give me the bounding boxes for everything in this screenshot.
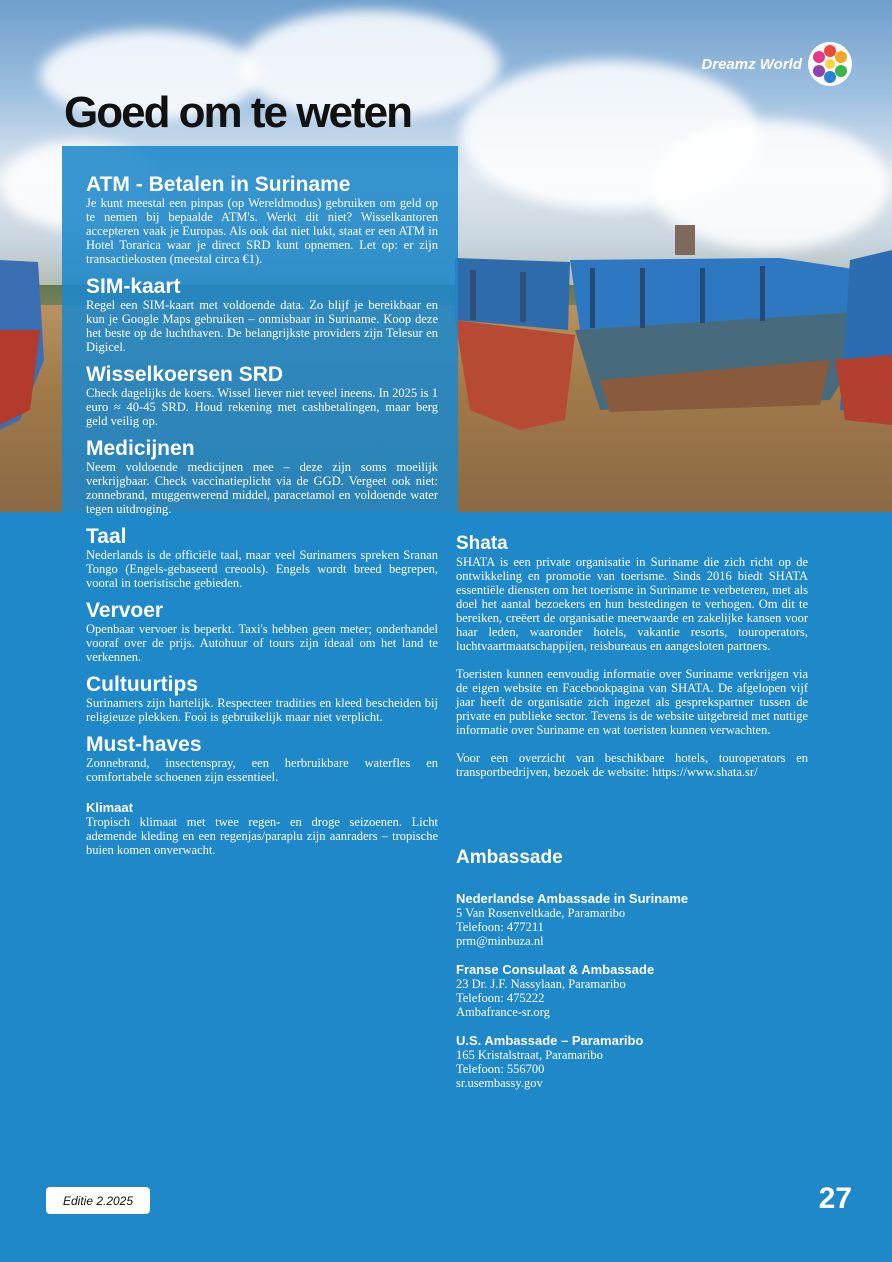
page-title: Goed om te weten: [64, 88, 411, 137]
section-title: Cultuurtips: [86, 673, 198, 696]
shata-paragraph-3: Voor een overzicht van beschikbare hotels, touroperators en transportbedrijven, bezoek de website: https://www.shata.sr/: [456, 751, 808, 779]
shata-paragraph-1: SHATA is een private organisatie in Suriname die zich richt op de ontwikkeling en promotie van toerisme. Sinds 2016 biedt SHATA essentiële diensten om het toerisme in Suriname te verbeteren, met als doel het aantal bezoekers en hun bestedingen te verhogen. Om dit te bereiken, creëert de organisatie meerwaarde en zakelijke kansen voor haar leden, waaronder hotels, vakantie resorts, touroperators, luchtvaartmaatschappijen, reisbureaus en aangesloten partners.: [456, 555, 808, 653]
section-title: Klimaat: [86, 800, 133, 815]
ambassade-address: 23 Dr. J.F. Nassylaan, Paramaribo: [456, 977, 626, 991]
ambassade-address: 165 Kristalstraat, Paramaribo: [456, 1048, 603, 1062]
section-body: Nederlands is de officiële taal, maar veel Surinamers spreken Sranan Tongo (Engels-gebaseerd creools). Engels wordt breed begrepen, vooral in toeristische gebieden.: [86, 548, 438, 590]
section-taal: [86, 526, 438, 590]
ambassade-name: U.S. Ambassade – Paramaribo: [456, 1033, 644, 1048]
section-sim-kaart: [86, 276, 438, 354]
edition-badge: Editie 2.2025: [46, 1187, 150, 1214]
section-ambassade: [456, 847, 808, 1090]
section-title: Shata: [456, 533, 508, 554]
section-wisselkoersen: [86, 364, 438, 428]
section-atm: [86, 174, 438, 266]
section-title: SIM-kaart: [86, 275, 181, 298]
section-title: Ambassade: [456, 847, 563, 868]
section-body: Regel een SIM-kaart met voldoende data. Zo blijf je bereikbaar en kun je Google Maps gebruiken – onmisbaar in Suriname. Koop deze het beste op de luchthaven. De belangrijkste providers zijn Telesur en Digicel.: [86, 298, 438, 354]
ambassade-phone: Telefoon: 556700: [456, 1062, 545, 1076]
section-shata: [456, 533, 808, 779]
section-body: Check dagelijks de koers. Wissel liever niet teveel ineens. In 2025 is 1 euro ≈ 40-45 SRD. Houd rekening met cashbetalingen, maar berg geld veilig op.: [86, 386, 438, 428]
section-title: Wisselkoersen SRD: [86, 363, 284, 386]
section-title: Must-haves: [86, 733, 202, 756]
ambassade-name: Franse Consulaat & Ambassade: [456, 962, 655, 977]
ambassade-entry: [456, 891, 808, 948]
section-body: Surinamers zijn hartelijk. Respecteer tradities en kleed bescheiden bij religieuze plekken. Fooi is gebruikelijk maar niet verplicht.: [86, 696, 438, 724]
section-body: Openbaar vervoer is beperkt. Taxi's hebben geen meter; onderhandel vooraf over de prijs. Autohuur of tours zijn ideaal om het land te verkennen.: [86, 622, 438, 664]
section-title: Vervoer: [86, 599, 164, 622]
section-body: Neem voldoende medicijnen mee – deze zijn soms moeilijk verkrijgbaar. Check vaccinatieplicht via de GGD. Vergeet ook niet: zonnebrand, muggenwerend middel, paracetamol en voldoende water tegen uitdroging.: [86, 460, 438, 516]
section-cultuurtips: [86, 674, 438, 724]
right-column: [456, 533, 808, 1104]
section-must-haves: [86, 734, 438, 784]
ambassade-phone: Telefoon: 477211: [456, 920, 544, 934]
shata-paragraph-2: Toeristen kunnen eenvoudig informatie over Suriname verkrijgen via de eigen website en Facebookpagina van SHATA. De afgelopen vijf jaar heeft de organisatie zich ingezet als gesprekspartner tussen de private en publieke sector. Tevens is de website uitgebreid met nuttige informatie over Suriname en wat toeristen kunnen verwachten.: [456, 667, 808, 737]
ambassade-phone: Telefoon: 475222: [456, 991, 545, 1005]
section-title: Taal: [86, 525, 127, 548]
section-body: Tropisch klimaat met twee regen- en droge seizoenen. Licht ademende kleding en een regenjas/paraplu zijn aanraders – tropische buien komen onverwacht.: [86, 815, 438, 857]
ambassade-name: Nederlandse Ambassade in Suriname: [456, 891, 689, 906]
ambassade-contact: prm@minbuza.nl: [456, 934, 544, 948]
section-medicijnen: [86, 438, 438, 516]
ambassade-address: 5 Van Rosenveltkade, Paramaribo: [456, 906, 626, 920]
ambassade-entry: [456, 962, 808, 1019]
brand-name: Dreamz World: [701, 55, 802, 73]
ambassade-contact: sr.usembassy.gov: [456, 1076, 543, 1090]
ambassade-entry: [456, 1033, 808, 1090]
page-number: 27: [818, 1182, 852, 1215]
section-vervoer: [86, 600, 438, 664]
section-body: Je kunt meestal een pinpas (op Wereldmodus) gebruiken om geld op te nemen bij bepaalde ATM's. Werkt dit niet? Wisselkantoren accepteren vaak je Europas. Als ook dat niet lukt, staat er een ATM in Hotel Torarica waar je direct SRD kunt opnemen. Let op: er zijn transactiekosten (meestal circa €1).: [86, 196, 438, 266]
ambassade-contact: Ambafrance-sr.org: [456, 1005, 550, 1019]
colorful-flower-ring-logo-icon: [808, 42, 852, 86]
left-column: [86, 174, 438, 867]
brand: [701, 42, 852, 86]
section-klimaat: [86, 800, 438, 857]
section-title: Medicijnen: [86, 437, 195, 460]
section-title: ATM - Betalen in Suriname: [86, 173, 351, 196]
section-body: Zonnebrand, insectenspray, een herbruikbare waterfles en comfortabele schoenen zijn essentieel.: [86, 756, 438, 784]
